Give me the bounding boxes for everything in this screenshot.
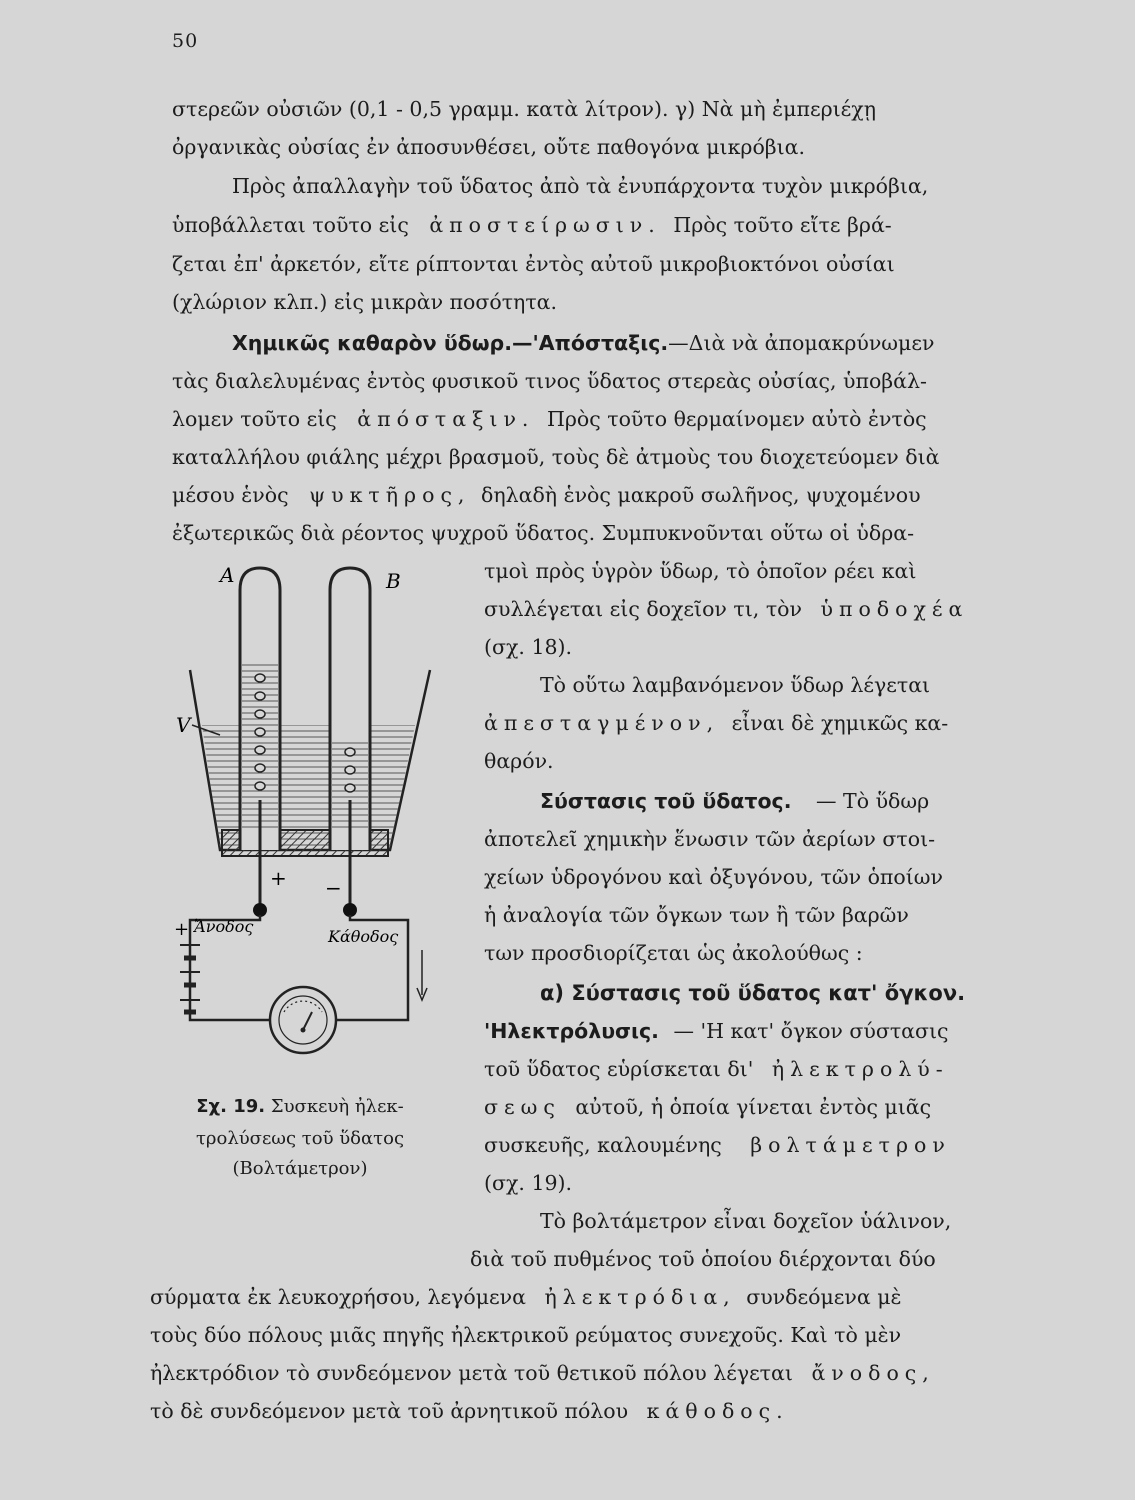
volume-line10: [150, 1360, 935, 1386]
volume-line9: τοὺς δύο πόλους μιᾶς πηγῆς ἠλεκτρικοῦ ρεύματος συνεχοῦς. Καὶ τὸ μὲν: [150, 1323, 902, 1347]
text-run: λομεν τοῦτο εἰς: [172, 407, 337, 431]
text-run: συλλέγεται εἰς δοχεῖον τι, τὸν: [484, 597, 802, 621]
figure-caption-line2: τρολύσεως τοῦ ὕδατος: [195, 1128, 405, 1149]
spaced-term-apestagmenon: ἀπεσταγμένον,: [484, 711, 720, 735]
volume-line6: Τὸ βολτάμετρον εἶναι δοχεῖον ὑάλινον,: [540, 1209, 952, 1233]
spaced-term-electrodia: ἠλεκτρόδια,: [544, 1285, 736, 1309]
spaced-term-electrolysis: ἠλεκτρολύ-: [771, 1057, 949, 1081]
text-run: τοῦ ὕδατος εὑρίσκεται δι': [484, 1057, 754, 1081]
spaced-term-aposteirosis: ἀποστείρωσιν.: [429, 213, 661, 237]
voltameter-figure: [160, 560, 460, 1080]
volume-line5: (σχ. 19).: [484, 1171, 573, 1195]
composition-line2: ἀποτελεῖ χημικὴν ἕνωσιν τῶν ἀερίων στοι-: [484, 827, 936, 851]
figure-caption-line3: (Βολτάμετρον): [232, 1158, 368, 1179]
text-run: — 'Η κατ' ὄγκον σύστασις: [673, 1019, 949, 1043]
page-number: 50: [172, 30, 199, 52]
text-run: μέσου ἑνὸς: [172, 483, 289, 507]
galvanometer-icon: [270, 987, 336, 1053]
text-run: αὐτοῦ, ἡ ὁποία γίνεται ἐντὸς μιᾶς: [575, 1095, 932, 1119]
distillation-line9: (σχ. 18).: [484, 635, 573, 659]
text-run: τὸ δὲ συνδεόμενον μετὰ τοῦ ἀρνητικοῦ πόλου: [150, 1399, 629, 1423]
spaced-term-apostaxis: ἀπόσταξιν.: [357, 407, 535, 431]
composition-line3: χείων ὑδρογόνου καὶ ὀξυγόνου, τῶν ὁποίων: [484, 865, 943, 889]
label-v: V: [176, 713, 191, 737]
distillation-line1: [232, 330, 934, 356]
section-heading-distilled-water: Χημικῶς καθαρὸν ὕδωρ.: [232, 331, 513, 355]
distillation-line2: τὰς διαλελυμένας ἐντὸς φυσικοῦ τινος ὕδατος στερεὰς οὐσίας, ὑποβάλ-: [172, 369, 927, 393]
text-run: συσκευῆς, καλουμένης: [484, 1133, 722, 1157]
composition-line1: [540, 788, 929, 814]
distillation-line11: [484, 710, 948, 736]
plus-sign: +: [270, 866, 287, 890]
text-run: σύρματα ἐκ λευκοχρήσου, λεγόμενα: [150, 1285, 526, 1309]
minus-sign: −: [325, 876, 342, 900]
paragraph2-line3: ζεται ἐπ' ἀρκετόν, εἴτε ρίπτονται ἐντὸς αὐτοῦ μικροβιοκτόνοι οὐσίαι: [172, 252, 895, 276]
label-a: A: [220, 563, 235, 587]
text-run: ἠλεκτρόδιον τὸ συνδεόμενον μετὰ τοῦ θετικοῦ πόλου λέγεται: [150, 1361, 793, 1385]
volume-line4: [484, 1132, 951, 1158]
volume-line7: διὰ τοῦ πυθμένος τοῦ ὁποίου διέρχονται δύο: [470, 1247, 936, 1271]
spaced-term-voltameter: βολτάμετρον: [750, 1133, 951, 1157]
text-run: εἶναι δὲ χημικῶς κα-: [731, 711, 949, 735]
spaced-term-kathodos: κάθοδος.: [646, 1399, 789, 1423]
text-run: — Τὸ ὕδωρ: [816, 789, 930, 813]
cathode-label: Κάθοδος: [328, 927, 399, 946]
distillation-line7: τμοὶ πρὸς ὑγρὸν ὕδωρ, τὸ ὁποῖον ρέει καὶ: [484, 559, 917, 583]
section-subheading-electrolysis: 'Ηλεκτρόλυσις.: [484, 1019, 659, 1043]
volume-line11: [150, 1398, 789, 1424]
anode-label: Ἄνοδος: [194, 917, 254, 936]
spaced-term-seos: σεως: [484, 1095, 561, 1119]
text-run: συνδεόμενα μὲ: [746, 1285, 902, 1309]
distillation-line6: ἐξωτερικῶς διὰ ρέοντος ψυχροῦ ὕδατος. Συμπυκνοῦνται οὕτω οἱ ὑδρα-: [172, 521, 915, 545]
volume-line1: [484, 1018, 949, 1044]
paragraph2-line1: Πρὸς ἀπαλλαγὴν τοῦ ὕδατος ἀπὸ τὰ ἐνυπάρχοντα τυχὸν μικρόβια,: [232, 174, 929, 198]
distillation-line3: [172, 406, 927, 432]
text-run: Πρὸς τοῦτο εἴτε βρά-: [673, 213, 892, 237]
section-subheading-distillation: —'Απόσταξις.: [512, 331, 669, 355]
paragraph2-line4: (χλώριον κλπ.) εἰς μικρὰν ποσότητα.: [172, 290, 558, 314]
paragraph1-line1: στερεῶν οὐσιῶν (0,1 - 0,5 γραμμ. κατὰ λίτρον). γ) Νὰ μὴ ἐμπεριέχῃ: [172, 97, 876, 121]
battery-plus: +: [174, 919, 190, 940]
distillation-line10: Τὸ οὕτω λαμβανόμενον ὕδωρ λέγεται: [540, 673, 931, 697]
cathode-terminal: [343, 903, 357, 917]
spaced-term-ypodocheas: ὑποδοχέα: [820, 597, 969, 621]
volume-line2: [484, 1056, 949, 1082]
text-run: Πρὸς τοῦτο θερμαίνομεν αὐτὸ ἐντὸς: [546, 407, 927, 431]
text-run: ὑποβάλλεται τοῦτο εἰς: [172, 213, 409, 237]
paragraph2-line2: [172, 212, 892, 238]
anode-terminal: [253, 903, 267, 917]
composition-line5: των προσδιορίζεται ὡς ἀκολούθως :: [484, 941, 863, 965]
distillation-line12: θαρόν.: [484, 749, 554, 773]
composition-line4: ἡ ἀναλογία τῶν ὄγκων των ἢ τῶν βαρῶν: [484, 903, 909, 927]
label-b: B: [386, 569, 401, 593]
section-heading-composition: Σύστασις τοῦ ὕδατος.: [540, 789, 792, 813]
distillation-line8: [484, 596, 968, 622]
figure-caption-line1: [150, 1094, 450, 1120]
section-heading-volume: α) Σύστασις τοῦ ὕδατος κατ' ὄγκον.: [540, 981, 966, 1005]
bubbles-b: [345, 748, 355, 792]
distillation-line5: [172, 482, 921, 508]
volume-line3: [484, 1094, 931, 1120]
caption-text: Συσκευὴ ἠλεκ-: [270, 1096, 404, 1117]
spaced-term-psykter: ψυκτῆρος,: [309, 483, 471, 507]
volume-line8: [150, 1284, 902, 1310]
caption-number: Σχ. 19.: [196, 1096, 266, 1117]
paragraph1-line2: ὀργανικὰς οὐσίας ἐν ἀποσυνθέσει, οὔτε παθογόνα μικρόβια.: [172, 135, 806, 159]
text-run: δηλαδὴ ἑνὸς μακροῦ σωλῆνος, ψυχομένου: [480, 483, 921, 507]
distillation-line4: καταλλήλου φιάλης μέχρι βρασμοῦ, τοὺς δὲ ἀτμοὺς του διοχετεύομεν διὰ: [172, 445, 940, 469]
text-run: —Διὰ νὰ ἀπομακρύνωμεν: [668, 331, 935, 355]
spaced-term-anodos: ἄνοδος,: [811, 1361, 935, 1385]
